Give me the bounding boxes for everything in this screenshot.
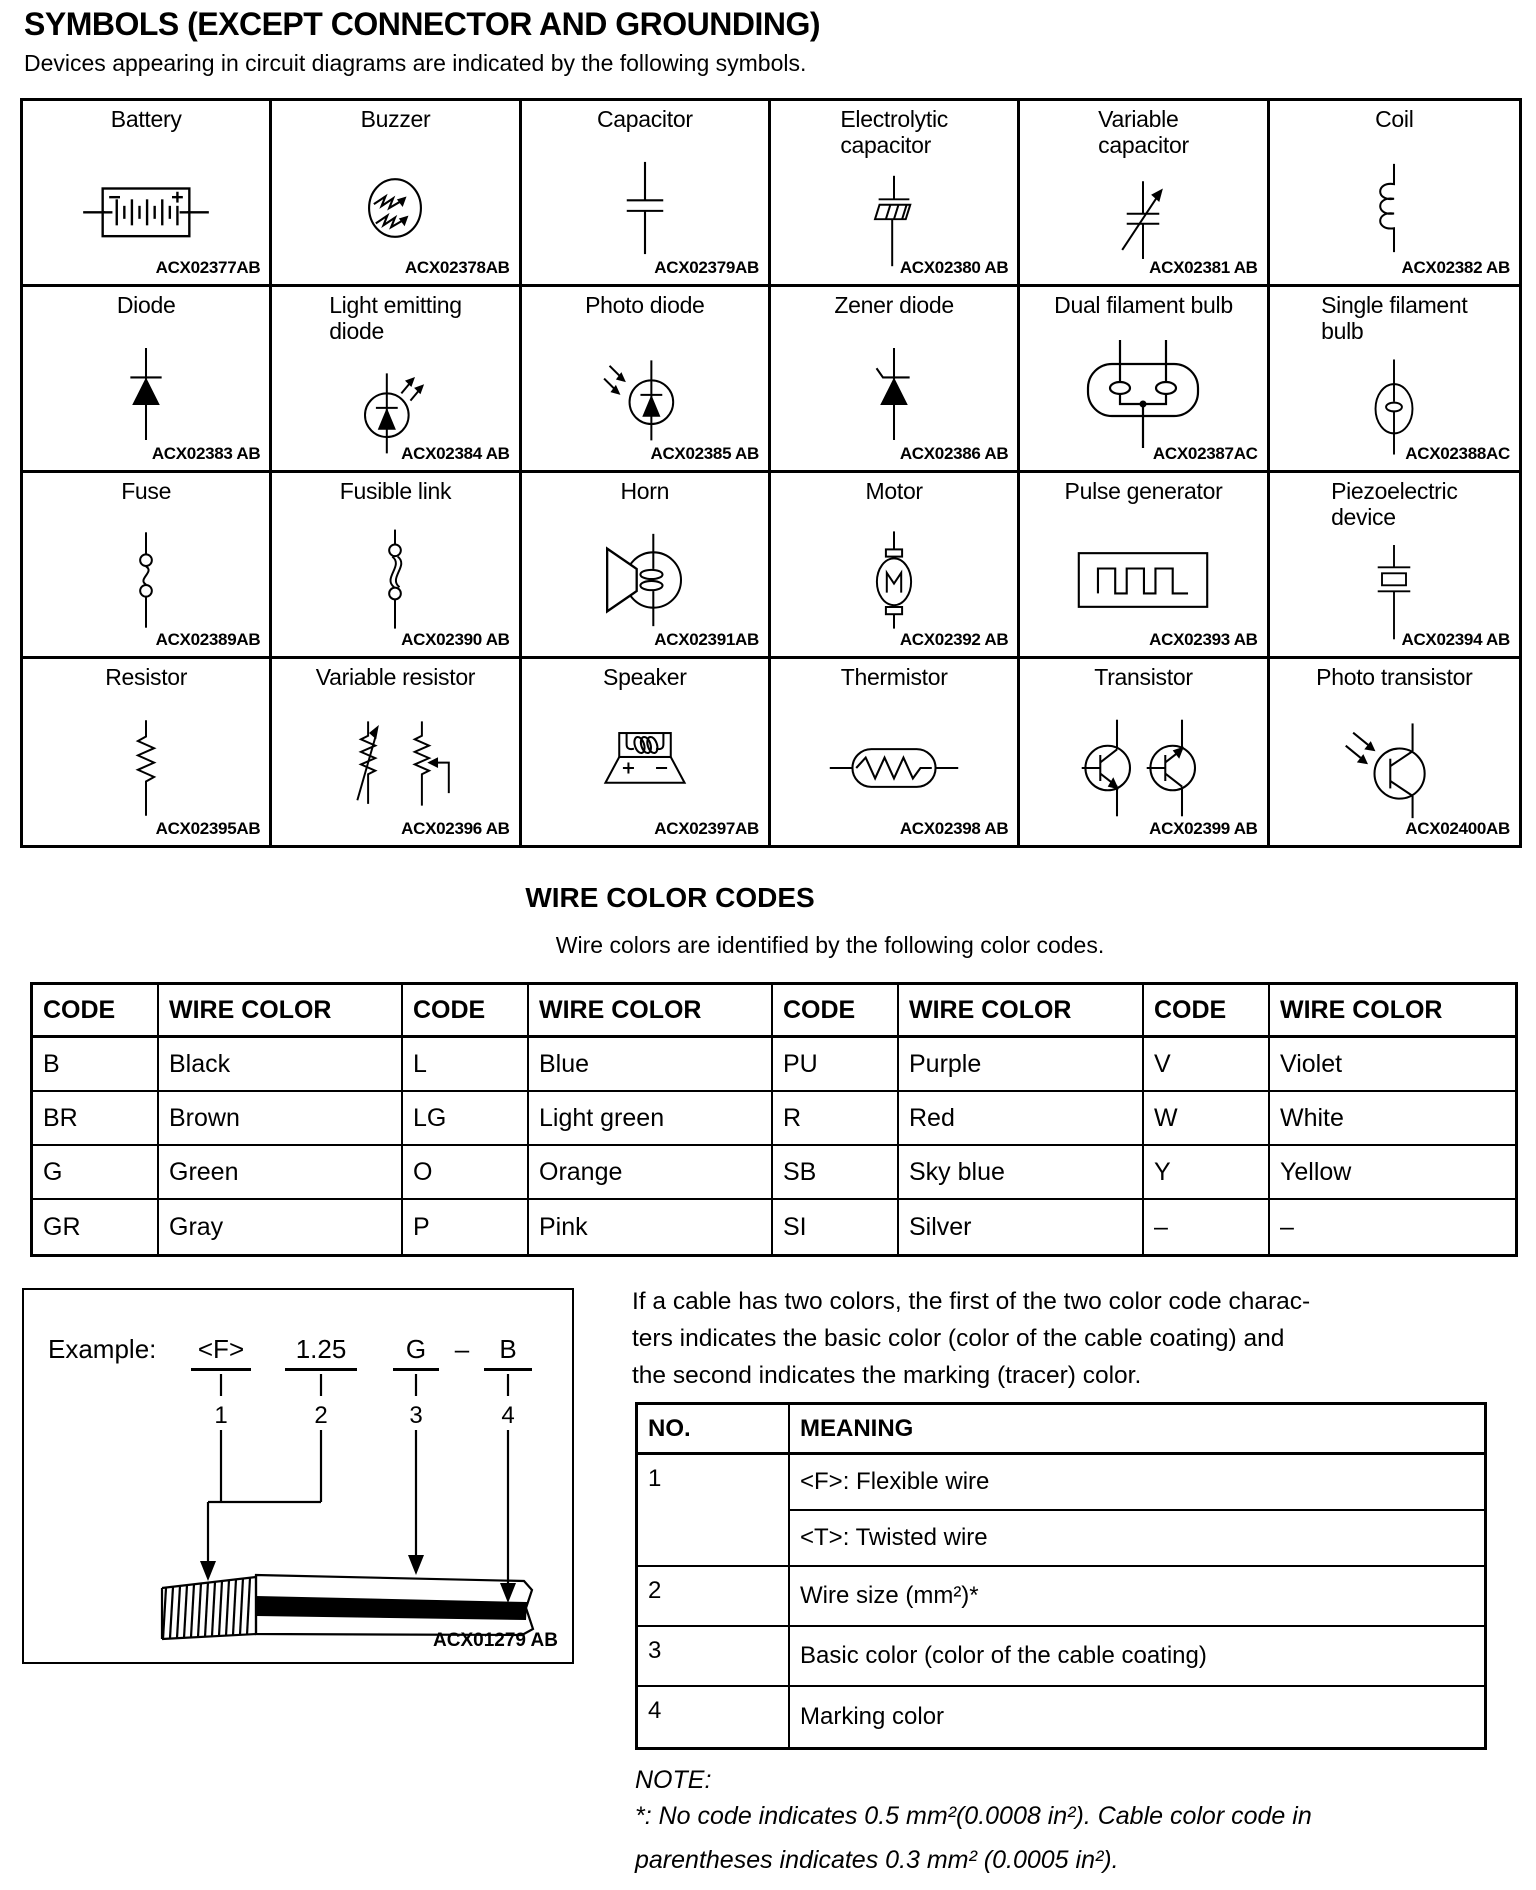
- symbol-cell-diode: [23, 287, 272, 473]
- table-cell: 4: [638, 1687, 790, 1747]
- example-token-size: 1.25: [285, 1334, 357, 1371]
- symbol-cell-variable-resistor: [272, 659, 521, 845]
- symbol-label: Thermistor: [840, 664, 948, 690]
- symbol-label: Photo transistor: [1316, 664, 1473, 690]
- table-cell: O: [403, 1146, 529, 1200]
- symbol-code: ACX02379AB: [654, 258, 759, 277]
- table-cell: –: [1280, 1212, 1294, 1241]
- wire-code-example-figure: [22, 1288, 574, 1664]
- table-cell: Black: [159, 1038, 403, 1092]
- table-cell: 2: [638, 1567, 790, 1627]
- table-cell: R: [773, 1092, 899, 1146]
- symbol-cell-electrolytic-capacitor: [771, 101, 1020, 287]
- table-cell: Red: [899, 1092, 1144, 1146]
- symbol-cell-variable-capacitor: [1020, 101, 1269, 287]
- symbol-code: ACX02399 AB: [1149, 819, 1258, 838]
- symbol-code: ACX02384 AB: [401, 444, 510, 463]
- symbol-label: Transistor: [1094, 664, 1193, 690]
- table-cell: Light green: [529, 1092, 773, 1146]
- table-cell: Wire size (mm²)*: [790, 1567, 1484, 1627]
- symbol-code: ACX02390 AB: [401, 630, 510, 649]
- symbol-label: Single filament bulb: [1321, 292, 1468, 344]
- symbol-label: Light emitting diode: [329, 292, 462, 344]
- symbol-cell-led: [272, 287, 521, 473]
- symbol-cell-photo-transistor: [1270, 659, 1519, 845]
- callout-number: 3: [409, 1402, 423, 1429]
- symbol-code: ACX02382 AB: [1401, 258, 1510, 277]
- symbol-label: Motor: [865, 478, 923, 504]
- column-header: NO.: [638, 1405, 790, 1455]
- table-cell: V: [1144, 1038, 1270, 1092]
- column-header: CODE: [773, 985, 899, 1038]
- table-cell: W: [1144, 1092, 1270, 1146]
- symbol-code: ACX02388AC: [1405, 444, 1510, 463]
- column-header: WIRE COLOR: [159, 985, 403, 1038]
- symbol-code: ACX02377AB: [155, 258, 261, 277]
- paragraph-line: the second indicates the marking (tracer) color.: [632, 1362, 1142, 1389]
- symbol-label: Horn: [620, 478, 670, 504]
- example-label: Example:: [48, 1334, 157, 1364]
- column-header: WIRE COLOR: [529, 985, 773, 1038]
- example-token-marking-color: B: [484, 1334, 532, 1371]
- table-cell: BR: [33, 1092, 159, 1146]
- table-cell: Violet: [1270, 1038, 1515, 1092]
- column-header: CODE: [403, 985, 529, 1038]
- symbol-code: ACX02400AB: [1405, 819, 1510, 838]
- table-cell: P: [403, 1200, 529, 1254]
- callout-number: 4: [501, 1402, 515, 1429]
- callout-number: 1: [214, 1402, 228, 1429]
- symbol-code: ACX02395AB: [155, 819, 261, 838]
- column-header: CODE: [33, 985, 159, 1038]
- symbol-cell-speaker: [522, 659, 771, 845]
- symbol-label: Photo diode: [585, 292, 705, 318]
- paragraph-line: If a cable has two colors, the first of the two color code charac-: [632, 1288, 1311, 1315]
- table-cell: Silver: [899, 1200, 1144, 1254]
- symbol-code: ACX02389AB: [155, 630, 261, 649]
- symbol-cell-resistor: [23, 659, 272, 845]
- symbol-cell-dual-filament-bulb: [1020, 287, 1269, 473]
- symbol-label: Capacitor: [596, 106, 693, 132]
- symbol-cell-transistor: [1020, 659, 1269, 845]
- symbol-code: ACX02378AB: [404, 258, 510, 277]
- table-cell: Purple: [899, 1038, 1144, 1092]
- symbol-label: Speaker: [603, 664, 687, 690]
- symbol-label: Fusible link: [339, 478, 452, 504]
- meaning-table: [635, 1402, 1487, 1750]
- symbol-label: Zener diode: [834, 292, 954, 318]
- symbol-cell-photo-diode: [522, 287, 771, 473]
- column-header: WIRE COLOR: [1270, 985, 1515, 1038]
- example-token-basic-color: G: [393, 1334, 439, 1371]
- table-cell: <T>: Twisted wire: [790, 1511, 1484, 1567]
- symbol-table: [20, 98, 1522, 848]
- table-cell: Orange: [529, 1146, 773, 1200]
- symbol-label: Pulse generator: [1064, 478, 1223, 504]
- table-cell: Basic color (color of the cable coating): [790, 1627, 1484, 1687]
- symbol-cell-horn: [522, 473, 771, 659]
- column-header: MEANING: [790, 1405, 1484, 1455]
- table-cell: G: [33, 1146, 159, 1200]
- symbol-label: Piezoelectric device: [1331, 478, 1458, 530]
- table-cell: <F>: Flexible wire: [790, 1455, 1484, 1511]
- wire-color-codes-heading: WIRE COLOR CODES: [525, 882, 815, 913]
- symbol-cell-zener-diode: [771, 287, 1020, 473]
- symbol-code: ACX02392 AB: [899, 630, 1009, 649]
- table-cell: 3: [638, 1627, 790, 1687]
- symbol-code: ACX02394 AB: [1401, 630, 1510, 649]
- symbol-label: Resistor: [105, 664, 188, 690]
- symbol-code: ACX02397AB: [654, 819, 759, 838]
- table-cell: –: [1144, 1200, 1270, 1254]
- symbol-code: ACX02387AC: [1152, 444, 1258, 463]
- page-title: SYMBOLS (EXCEPT CONNECTOR AND GROUNDING): [24, 6, 821, 42]
- symbol-cell-pulse-generator: [1020, 473, 1269, 659]
- table-cell: PU: [773, 1038, 899, 1092]
- symbol-code: ACX02398 AB: [899, 819, 1009, 838]
- symbol-label: Coil: [1375, 106, 1414, 132]
- paragraph-line: ters indicates the basic color (color of the cable coating) and: [632, 1325, 1285, 1352]
- table-cell: Marking color: [800, 1703, 945, 1730]
- symbol-code: ACX02391AB: [654, 630, 759, 649]
- page-subtitle: Devices appearing in circuit diagrams are indicated by the following symbols.: [24, 50, 807, 76]
- symbol-code: ACX02383 AB: [151, 444, 261, 463]
- symbol-cell-battery: [23, 101, 272, 287]
- note-line: *: No code indicates 0.5 mm²(0.0008 in²). Cable color code in: [635, 1802, 1312, 1830]
- table-cell: Green: [159, 1146, 403, 1200]
- table-cell: Blue: [529, 1038, 773, 1092]
- symbol-cell-thermistor: [771, 659, 1020, 845]
- symbol-label: Electrolytic capacitor: [840, 106, 948, 158]
- figure-code: ACX01279 AB: [433, 1630, 558, 1651]
- example-token-dash: –: [454, 1334, 470, 1364]
- symbol-cell-motor: [771, 473, 1020, 659]
- symbol-label: Variable capacitor: [1098, 106, 1189, 158]
- symbol-code: ACX02393 AB: [1149, 630, 1258, 649]
- symbol-code: ACX02380 AB: [899, 258, 1009, 277]
- symbol-cell-buzzer: [272, 101, 521, 287]
- callout-number: 2: [314, 1402, 328, 1429]
- table-cell: L: [403, 1038, 529, 1092]
- table-cell: B: [33, 1038, 159, 1092]
- note-label: NOTE:: [635, 1766, 712, 1794]
- wire-color-codes-subtitle: Wire colors are identified by the following color codes.: [555, 932, 1105, 958]
- symbol-label: Variable resistor: [315, 664, 476, 690]
- table-cell: White: [1270, 1092, 1515, 1146]
- symbol-label: Dual filament bulb: [1054, 292, 1233, 318]
- column-header: CODE: [1144, 985, 1270, 1038]
- symbol-code: ACX02386 AB: [899, 444, 1009, 463]
- table-cell: Sky blue: [899, 1146, 1144, 1200]
- column-header: WIRE COLOR: [899, 985, 1144, 1038]
- example-token-flexible: <F>: [191, 1334, 251, 1371]
- table-cell: SI: [773, 1200, 899, 1254]
- table-cell: Yellow: [1270, 1146, 1515, 1200]
- symbol-label: Buzzer: [360, 106, 431, 132]
- table-cell: 1: [638, 1455, 790, 1567]
- symbol-label: Diode: [116, 292, 176, 318]
- symbol-cell-coil: [1270, 101, 1519, 287]
- symbol-cell-piezoelectric-device: [1270, 473, 1519, 659]
- symbol-cell-fusible-link: [272, 473, 521, 659]
- table-cell: Pink: [529, 1200, 773, 1254]
- table-cell: LG: [403, 1092, 529, 1146]
- table-cell: SB: [773, 1146, 899, 1200]
- symbol-cell-fuse: [23, 473, 272, 659]
- table-cell: Brown: [159, 1092, 403, 1146]
- table-cell: Gray: [159, 1200, 403, 1254]
- table-cell: Y: [1144, 1146, 1270, 1200]
- symbol-code: ACX02385 AB: [650, 444, 759, 463]
- note-line: parentheses indicates 0.3 mm² (0.0005 in²).: [635, 1846, 1119, 1874]
- symbol-cell-capacitor: [522, 101, 771, 287]
- symbol-cell-single-filament-bulb: [1270, 287, 1519, 473]
- symbol-label: Battery: [110, 106, 182, 132]
- symbol-label: Fuse: [121, 478, 172, 504]
- two-color-paragraph: [632, 1283, 1522, 1394]
- wire-color-table: [30, 982, 1518, 1257]
- symbol-code: ACX02396 AB: [401, 819, 510, 838]
- table-cell: GR: [33, 1200, 159, 1254]
- symbol-code: ACX02381 AB: [1149, 258, 1258, 277]
